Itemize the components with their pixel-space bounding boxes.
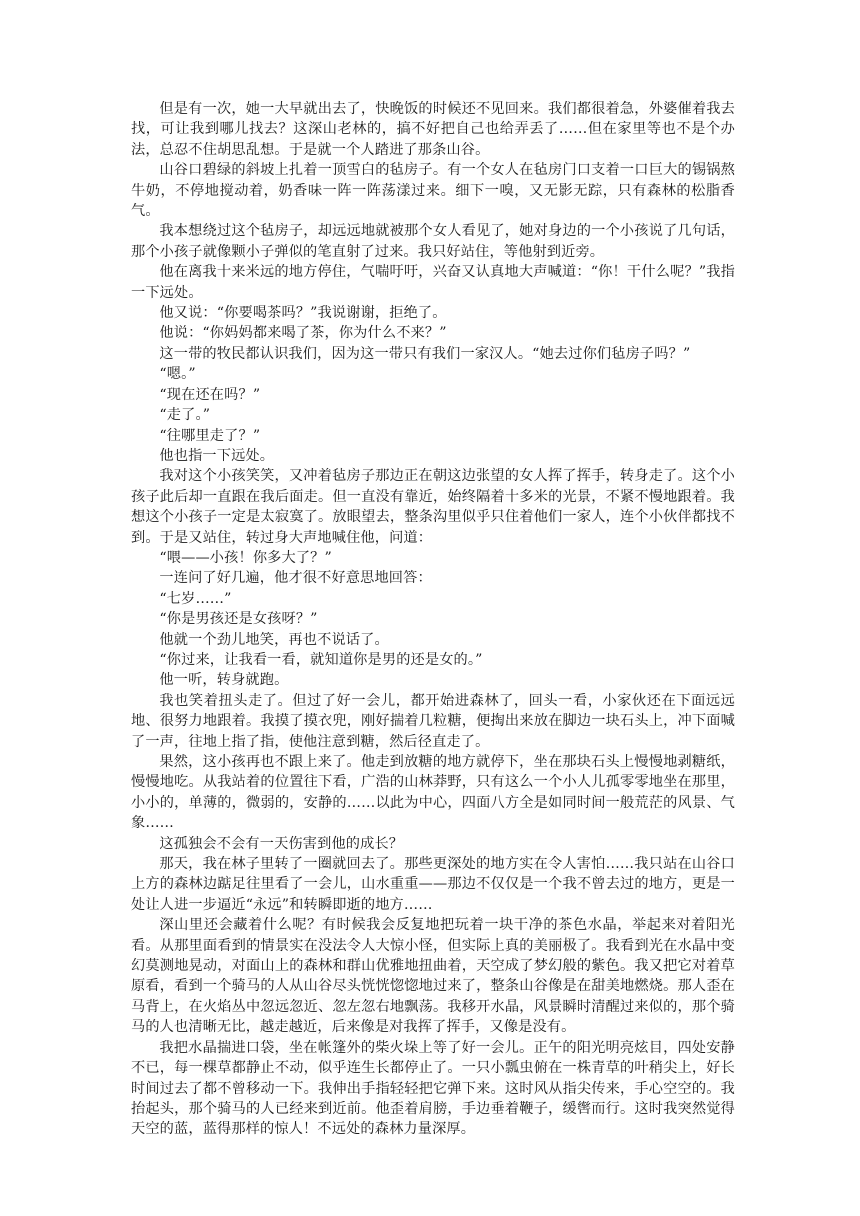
paragraph: “往哪里走了？”: [159, 427, 261, 444]
paragraph: 但是有一次，她一大早就出去了，快晚饭的时候还不见回来。我们都很着急，外婆催着我去找，可让我到哪儿找去？这深山老林的，搞不好把自己也给弄丢了……但在家里等也不是个办法，总忍不住胡思乱想。于是就一个人踏进了那条山谷。: [131, 101, 735, 158]
paragraph: “嗯。”: [159, 366, 196, 383]
paragraph: 我也笑着扭头走了。但过了好一会儿，都开始进森林了，回头一看，小家伙还在下面远远地、很努力地跟着。我摸了摸衣兜，刚好揣着几粒糖，便掏出来放在脚边一块石头上，冲下面喊了一声，往地上指了指，使他注意到糖，然后径直走了。: [131, 692, 735, 750]
paragraph: 他在离我十来米远的地方停住，气喘吁吁，兴奋又认真地大声喊道：“你！干什么呢？”我指一下远处。: [131, 264, 735, 301]
paragraph: 他就一个劲儿地笑，再也不说话了。: [159, 631, 389, 648]
paragraph: 一连问了好几遍，他才很不好意思地回答：: [159, 570, 432, 587]
paragraph: “现在还在吗？”: [159, 386, 261, 403]
paragraph: “七岁……”: [159, 590, 232, 607]
paragraph: 他说：“你妈妈都来喝了茶，你为什么不来？”: [159, 325, 447, 342]
paragraph: 我把水晶揣进口袋，坐在帐篷外的柴火垛上等了好一会儿。正午的阳光明亮炫目，四处安静不已，每一棵草都静止不动，似乎连生长都停止了。一只小瓢虫俯在一株青草的叶稍尖上，好长时间过去了都不曾移动一下。我伸出手指轻轻把它弹下来。这时风从指尖传来，手心空空的。我抬起头，那个骑马的人已经来到近前。他歪着肩膀，手边垂着鞭子，缓辔而行。这时我突然觉得天空的蓝，蓝得那样的惊人！不远处的森林力量深厚。: [131, 1039, 735, 1138]
paragraph: 我对这个小孩笑笑，又冲着毡房子那边正在朝这边张望的女人挥了挥手，转身走了。这个小孩子此后却一直跟在我后面走。但一直没有靠近，始终隔着十多米的光景，不紧不慢地跟着。我想这个小孩子一定是太寂寞了。放眼望去，整条沟里似乎只住着他们一家人，连个小伙伴都找不到。于是又站住，转过身大声地喊住他，问道：: [131, 468, 735, 546]
paragraph: 果然，这小孩再也不跟上来了。他走到放糖的地方就停下，坐在那块石头上慢慢地剥糖纸，慢慢地吃。从我站着的位置往下看，广浩的山林莽野，只有这么一个小人儿孤零零地坐在那里，小小的，单薄的，微弱的，安静的……以此为中心，四面八方全是如同时间一般荒茫的风景、气象……: [131, 754, 735, 832]
paragraph: 那天，我在林子里转了一圈就回去了。那些更深处的地方实在令人害怕……我只站在山谷口上方的森林边踮足往里看了一会儿，山水重重——那边不仅仅是一个我不曾去过的地方，更是一处让人进一步逼近“永远”和转瞬即逝的地方……: [131, 856, 735, 913]
paragraph: 这一带的牧民都认识我们，因为这一带只有我们一家汉人。“她去过你们毡房子吗？”: [159, 345, 691, 362]
paragraph: 他又说：“你要喝茶吗？”我说谢谢，拒绝了。: [159, 305, 447, 322]
paragraph: “走了。”: [159, 407, 211, 424]
paragraph: 他也指一下远处。: [159, 447, 275, 464]
paragraph: 我本想绕过这个毡房子，却远远地就被那个女人看见了，她对身边的一个小孩说了几句话，那个小孩子就像颗小子弹似的笔直射了过来。我只好站住，等他射到近旁。: [131, 223, 735, 260]
article-body: [131, 99, 735, 1140]
paragraph: “喂——小孩！你多大了？”: [159, 549, 332, 566]
paragraph: “你过来，让我看一看，就知道你是男的还是女的。”: [159, 651, 483, 668]
paragraph: 深山里还会藏着什么呢？有时候我会反复地把玩着一块干净的茶色水晶，举起来对着阳光看。从那里面看到的情景实在没法令人大惊小怪，但实际上真的美丽极了。我看到光在水晶中变幻莫测地晃动，对面山上的森林和群山优雅地扭曲着，天空成了梦幻般的紫色。我又把它对着草原看，看到一个骑马的人从山谷尽头恍恍惚惚地过来了，整条山谷像是在甜美地燃烧。那人歪在马背上，在火焰丛中忽远忽近、忽左忽右地飘荡。我移开水晶，风景瞬时清醒过来似的，那个骑马的人也清晰无比，越走越近，后来像是对我挥了挥手，又像是没有。: [131, 917, 735, 1036]
paragraph: “你是男孩还是女孩呀？”: [159, 611, 318, 628]
paragraph: 山谷口碧绿的斜坡上扎着一顶雪白的毡房子。有一个女人在毡房门口支着一口巨大的锡锅熬牛奶，不停地搅动着，奶香味一阵一阵荡漾过来。细下一嗅，又无影无踪，只有森林的松脂香气。: [131, 162, 735, 220]
paragraph: 这孤独会不会有一天伤害到他的成长？: [159, 835, 404, 852]
paragraph: 他一听，转身就跑。: [159, 672, 289, 689]
